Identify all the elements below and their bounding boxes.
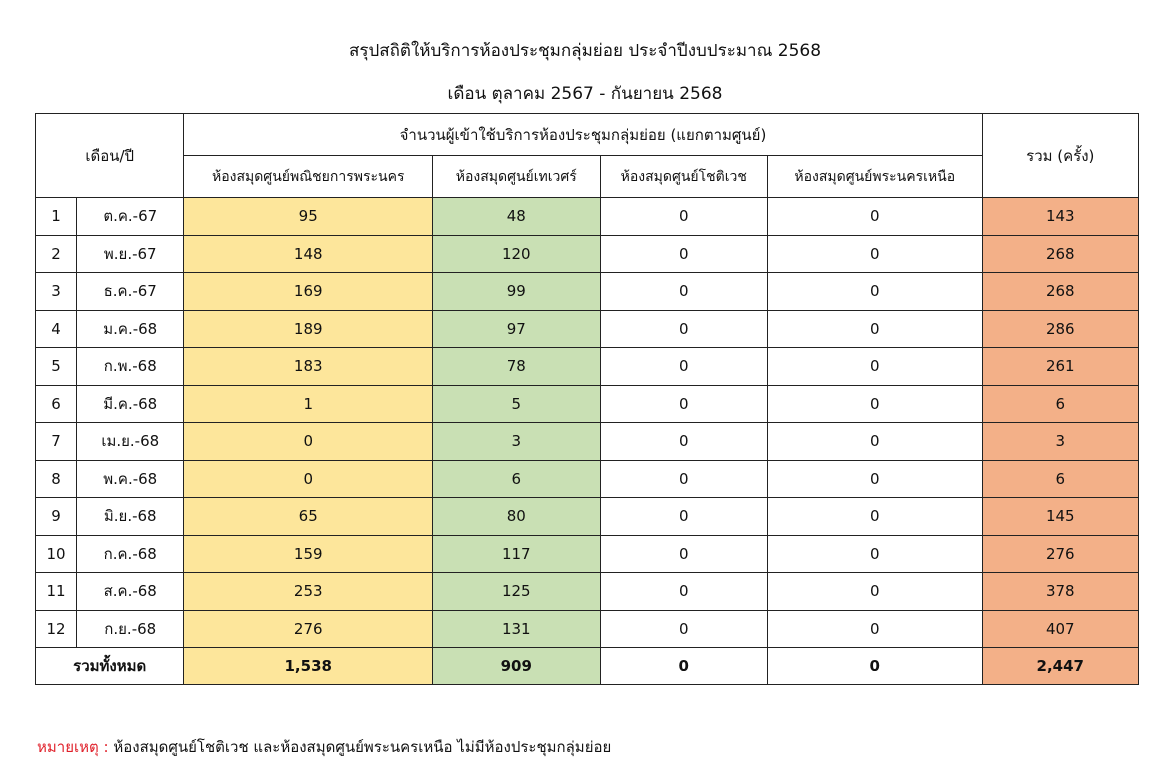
row-total: 268 [982, 273, 1138, 311]
row-center-a: 1 [184, 385, 433, 423]
row-number: 5 [36, 348, 77, 386]
row-center-c: 0 [600, 573, 767, 611]
table-row [36, 310, 1139, 348]
row-center-c: 0 [600, 498, 767, 536]
header-total: รวม (ครั้ง) [982, 114, 1138, 198]
row-month: มิ.ย.-68 [77, 498, 184, 536]
table-row [36, 235, 1139, 273]
header-group: จำนวนผู้เข้าใช้บริการห้องประชุมกลุ่มย่อย (แยกตามศูนย์) [184, 114, 982, 156]
table-row [36, 273, 1139, 311]
report-period: เดือน ตุลาคม 2567 - กันยายน 2568 [447, 84, 723, 104]
row-total: 145 [982, 498, 1138, 536]
row-number: 10 [36, 535, 77, 573]
row-center-c: 0 [600, 423, 767, 461]
table-row [36, 460, 1139, 498]
row-center-b: 125 [433, 573, 600, 611]
row-number: 4 [36, 310, 77, 348]
row-center-b: 99 [433, 273, 600, 311]
row-center-c: 0 [600, 385, 767, 423]
statistics-table [35, 113, 1139, 685]
table-row [36, 198, 1139, 236]
row-month: ส.ค.-68 [77, 573, 184, 611]
row-center-b: 80 [433, 498, 600, 536]
row-center-a: 189 [184, 310, 433, 348]
row-center-d: 0 [767, 348, 982, 386]
row-month: ก.พ.-68 [77, 348, 184, 386]
row-center-b: 5 [433, 385, 600, 423]
row-number: 1 [36, 198, 77, 236]
report-title: สรุปสถิติให้บริการห้องประชุมกลุ่มย่อย ประจำปีงบประมาณ 2568 [348, 41, 822, 61]
row-month: เม.ย.-68 [77, 423, 184, 461]
table-row [36, 348, 1139, 386]
row-number: 2 [36, 235, 77, 273]
row-center-d: 0 [767, 535, 982, 573]
row-center-b: 117 [433, 535, 600, 573]
row-center-c: 0 [600, 273, 767, 311]
row-month: ธ.ค.-67 [77, 273, 184, 311]
row-center-d: 0 [767, 235, 982, 273]
row-month: ต.ค.-67 [77, 198, 184, 236]
row-number: 6 [36, 385, 77, 423]
header-month-year: เดือน/ปี [36, 114, 184, 198]
footnote-text: ห้องสมุดศูนย์โชติเวช และห้องสมุดศูนย์พระนครเหนือ ไม่มีห้องประชุมกลุ่มย่อย [113, 738, 612, 756]
row-month: พ.ย.-67 [77, 235, 184, 273]
row-center-a: 159 [184, 535, 433, 573]
row-center-a: 183 [184, 348, 433, 386]
row-total: 378 [982, 573, 1138, 611]
row-total: 3 [982, 423, 1138, 461]
summary-row [36, 648, 1139, 685]
row-center-b: 131 [433, 610, 600, 648]
row-total: 6 [982, 385, 1138, 423]
header-center-thewet: ห้องสมุดศูนย์เทเวศร์ [433, 156, 600, 198]
row-month: มี.ค.-68 [77, 385, 184, 423]
row-number: 7 [36, 423, 77, 461]
row-center-a: 65 [184, 498, 433, 536]
table-row [36, 385, 1139, 423]
row-month: ก.ค.-68 [77, 535, 184, 573]
table-row [36, 498, 1139, 536]
row-center-d: 0 [767, 460, 982, 498]
row-center-d: 0 [767, 610, 982, 648]
row-total: 276 [982, 535, 1138, 573]
row-center-a: 95 [184, 198, 433, 236]
summary-label: รวมทั้งหมด [36, 648, 184, 685]
row-center-d: 0 [767, 273, 982, 311]
row-total: 407 [982, 610, 1138, 648]
row-total: 261 [982, 348, 1138, 386]
row-center-b: 120 [433, 235, 600, 273]
row-number: 12 [36, 610, 77, 648]
row-number: 11 [36, 573, 77, 611]
row-total: 268 [982, 235, 1138, 273]
summary-center-a: 1,538 [184, 648, 433, 685]
summary-center-b: 909 [433, 648, 600, 685]
row-month: ม.ค.-68 [77, 310, 184, 348]
row-center-c: 0 [600, 198, 767, 236]
row-center-d: 0 [767, 498, 982, 536]
row-center-c: 0 [600, 460, 767, 498]
row-center-c: 0 [600, 310, 767, 348]
table-row [36, 573, 1139, 611]
table-row [36, 610, 1139, 648]
row-center-a: 0 [184, 423, 433, 461]
row-total: 143 [982, 198, 1138, 236]
row-center-b: 48 [433, 198, 600, 236]
row-center-b: 3 [433, 423, 600, 461]
row-center-d: 0 [767, 310, 982, 348]
header-center-phranakhon-nuea: ห้องสมุดศูนย์พระนครเหนือ [767, 156, 982, 198]
row-center-c: 0 [600, 535, 767, 573]
row-center-c: 0 [600, 235, 767, 273]
row-center-d: 0 [767, 385, 982, 423]
table-row [36, 535, 1139, 573]
row-total: 286 [982, 310, 1138, 348]
row-center-a: 0 [184, 460, 433, 498]
footnote [37, 735, 611, 759]
row-center-a: 276 [184, 610, 433, 648]
header-center-chotiwet: ห้องสมุดศูนย์โชติเวช [600, 156, 767, 198]
row-number: 3 [36, 273, 77, 311]
row-center-c: 0 [600, 610, 767, 648]
row-center-d: 0 [767, 573, 982, 611]
table-body [36, 198, 1139, 648]
row-center-b: 6 [433, 460, 600, 498]
header-center-phanichayakan: ห้องสมุดศูนย์พณิชยการพระนคร [184, 156, 433, 198]
row-total: 6 [982, 460, 1138, 498]
row-center-a: 253 [184, 573, 433, 611]
row-center-a: 169 [184, 273, 433, 311]
row-center-d: 0 [767, 198, 982, 236]
row-number: 9 [36, 498, 77, 536]
row-center-d: 0 [767, 423, 982, 461]
row-center-a: 148 [184, 235, 433, 273]
footnote-label: หมายเหตุ : [37, 738, 109, 756]
table-row [36, 423, 1139, 461]
row-center-c: 0 [600, 348, 767, 386]
row-month: พ.ค.-68 [77, 460, 184, 498]
row-center-b: 97 [433, 310, 600, 348]
row-month: ก.ย.-68 [77, 610, 184, 648]
summary-center-d: 0 [767, 648, 982, 685]
summary-center-c: 0 [600, 648, 767, 685]
summary-total: 2,447 [982, 648, 1138, 685]
row-center-b: 78 [433, 348, 600, 386]
row-number: 8 [36, 460, 77, 498]
